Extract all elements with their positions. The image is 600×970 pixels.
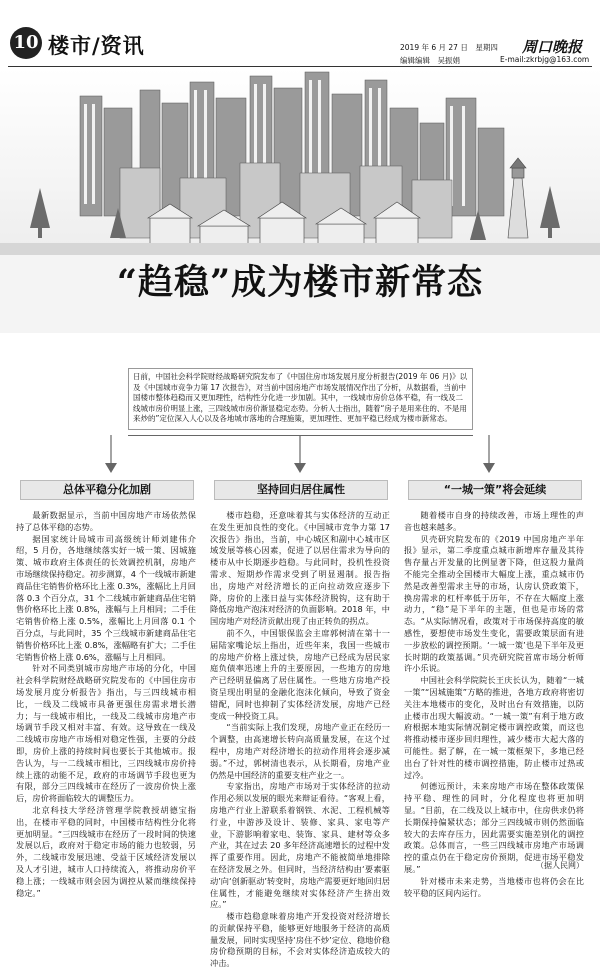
- paragraph: 贝壳研究院发布的《2019 中国房地产半年报》显示，第二季度重点城市新增库存量及其待售存量占开发量的比例显著下降，但这股力量尚不能完全推动全国楼市大幅度上涨，重点城市仍然是改善型需求主导的市场，认房认贷政策下，换房需求的杠杆率低于历年，不存在大幅度上涨动力，“稳”是下半年的主题，但也是市场的常态。“从实际情况看，政策对于市场保持高度的敏感性，要想使市场发生变化，需要政策层面有进一步放松的调控预期。‘一城一策’也是下半年及更长时期的政策基调。”贝壳研究院首席市场分析师许小乐说。: [404, 533, 584, 674]
- paragraph: 专家指出，房地产市场对于实体经济的拉动作用必须以发展的眼光来辩证看待。“客观上看，房地产行业上游联系着钢铁、水泥、工程机械等行业，中游涉及设计、装修、家具、家电等产业，下游影响着家电、装饰、家具、建材等众多产业，其在过去 20 多年经济高速增长的过程中发挥了重要作用。因此，房地产不能被简单地排除在经济发展之外。但同时，当经济结构由‘要素驱动’向‘创新驱动’转变时，房地产需要更好地回归居住属性，才能避免继续对实体经济产生挤出效应。”: [210, 781, 390, 910]
- headline: “趋稳”成为楼市新常态: [116, 262, 484, 303]
- header-rule: [8, 66, 592, 67]
- column-title: 坚持回归居住属性: [214, 480, 388, 500]
- arrow-down-icon: [104, 435, 118, 475]
- dateline: 2019 年 6 月 27 日 星期四: [400, 43, 498, 52]
- article-column: [16, 510, 196, 898]
- editor-credit: 编辑编辑 吴振娟: [400, 56, 460, 65]
- paragraph: 前不久，中国银保监会主席郭树清在第十一届陆家嘴论坛上指出，近些年来，我国一些城市的房地产价格上涨过快，房地产已经成为居民家庭负债率迅速上升的主要原因，一些地方的房地产已经明显偏离了居住属性。一些地方房地产投资呈现出明显的金融化泡沫化倾向，导致了资金错配，同时也抑制了实体经济发展，房地产已经变成一种投资工具。: [210, 627, 390, 721]
- arrow-down-icon: [293, 435, 307, 475]
- paragraph: 最新数据显示，当前中国房地产市场依然保持了总体平稳的态势。: [16, 510, 196, 532]
- paragraph: “当前实际上我们发现，房地产业正在经历一个调整，由高速增长转向高质量发展，在这个过程中，房地产对经济增长的拉动作用将会逐步减弱。”不过，郭树清也表示，从长期看，房地产业仍然是中国经济的重要支柱产业之一。: [210, 722, 390, 780]
- section-title: 楼市/资讯: [48, 33, 145, 58]
- paragraph: 何德远预计，未来房地产市场在整体政策保持平稳、理性的同时，分化程度也将更加明显。“目前，在二线及以上城市中，住房供求仍将长期保持偏紧状态；部分三四线城市则仍然面临较大的去库存压力，因此需要实施差别化的调控政策。总体而言，一些三四线城市房地产市场调控的重点仍在于稳定房价预期，促进市场平稳发展。”: [404, 781, 584, 874]
- byline: （据人民网）: [536, 861, 584, 870]
- paragraph: 针对不同类别城市房地产市场的分化，中国社会科学院财经战略研究院发布的《中国住房市场发展月度分析报告》指出，与三四线城市相比，一线及二线城市具备更强住房需求增长潜力；与一线城市相比，一线及二线城市房地产市场调节手段又相对丰富、有效。这导致在一线及二线城市房地产市场相对稳定性强，主要的分歧即，房价上涨的持续时间也要长于其他城市。报告认为，与一二线城市相比，三四线城市房价持续上涨的动能不足，政府的市场调节手段也更为有限，部分三四线城市在经历了一波房价快上涨后，房价将面临较大的调整压力。: [16, 663, 196, 804]
- masthead-logo: 周口晚报: [522, 38, 583, 56]
- paragraph: 楼市趋稳意味着房地产开发投资对经济增长的贡献保持平稳，能够更好地服务于经济的高质量发展，同时实现坚持‘房住不炒’定位、稳地价稳房价稳预期的目标，不会对实体经济造成较大的冲击。: [210, 911, 390, 969]
- paragraph: 针对楼市未来走势，当地楼市也将仍会在比较平稳的区间内运行。: [404, 875, 584, 898]
- paragraph: 楼市趋稳，还意味着其与实体经济的互动正在发生更加良性的变化。《中国城市竞争力第 17 次报告》指出，当前，中心城区和副中心城市区域发展等核心因素，促进了以居住需求为导向的楼市从中长期逐步趋稳。与此同时，投机性投资需求、短期炒作需求受到了明显遏制。报告指出，房地产对经济增长的正向拉动效应逐步下降，房价的上涨日益与实体经济脱钩，这有助于降低房地产泡沫对经济的负面影响。2018 年，中国房地产对经济贡献出现了由正转负的拐点。: [210, 510, 390, 627]
- column-title: “一城一策”将会延续: [408, 480, 582, 500]
- column-title: 总体平稳分化加剧: [20, 480, 194, 500]
- paragraph: 北京科技大学经济管理学院教授胡德宝指出，在楼市平稳的同时，中国楼市结构性分化将更加明显。“三四线城市在经历了一段时间的快速发展以后，政府对于稳定市场的能力也较弱，另外，二线城市发展迅速、受益于区域经济发展以及人才引进，城市人口持续流入，将推动房价平稳上涨；一线城市则会因为调控从紧而继续保持稳定。”: [16, 804, 196, 898]
- paragraph: 中国社会科学院院长王庆长认为，随着“一城一策”“因城施策”方略的推进，各地方政府将密切关注本地楼市的变化，及时出台有效措施，以防止楼市出现大幅波动。“一城一策”有利于地方政府根据本地实际情况制定楼市调控政策，而这也将推动楼市逐步回归理性，减少楼市大起大落的可能性。据了解，在一城一策框架下，多地已经出台了针对性的楼市调控措施，防止楼市过热或过冷。: [404, 675, 584, 780]
- lead-paragraph: 日前，中国社会科学院财经战略研究院发布了《中国住房市场发展月度分析报告(2019 年 06 月)》以及《中国城市竞争力第 17 次报告》，对当前中国房地产市场发展情况作出了分析，从数据看，当前中国楼市整体趋稳而又更加理性，结构性分化进一步加剧。其中，一线城市房价总体平稳，有一线及二线城市房价明显上涨，三四线城市房价渐显稳定态势。分析人士指出，随着“房子是用来住的、不是用来炒的”定位深入人心以及各地城市落地的合理施策，更加理性、更加平稳已经成为楼市新常态。: [128, 368, 473, 430]
- article-column: [210, 510, 390, 969]
- page-number: 10: [10, 27, 42, 59]
- arrow-down-icon: [482, 435, 496, 475]
- paragraph: 随着楼市自身的持续改善，市场上理性的声音也越来越多。: [404, 510, 584, 532]
- contact-email: E-mail:zkrbjg@163.com: [500, 55, 590, 64]
- paragraph: 据国家统计局城市司高级统计师刘建伟介绍，5 月份，各地继续落实好一城一策、因城施策、城市政府主体责任的长效调控机制，房地产市场继续保持稳定。初步测算，4 个一线城市新建商品住宅销售价格环比上涨 0.3%，涨幅比上月回落 0.3 个百分点，31 个二线城市新建商品住宅销售价格环比上涨 0.8%，涨幅与上月相同；二手住宅销售价格上涨 0.5%，涨幅比上月回落 0.1 个百分点，与此同时，35 个三线城市新建商品住宅销售价格环比上涨 0.8%，涨幅略有扩大；二手住宅销售价格上涨 0.6%，涨幅与上月相同。: [16, 533, 196, 662]
